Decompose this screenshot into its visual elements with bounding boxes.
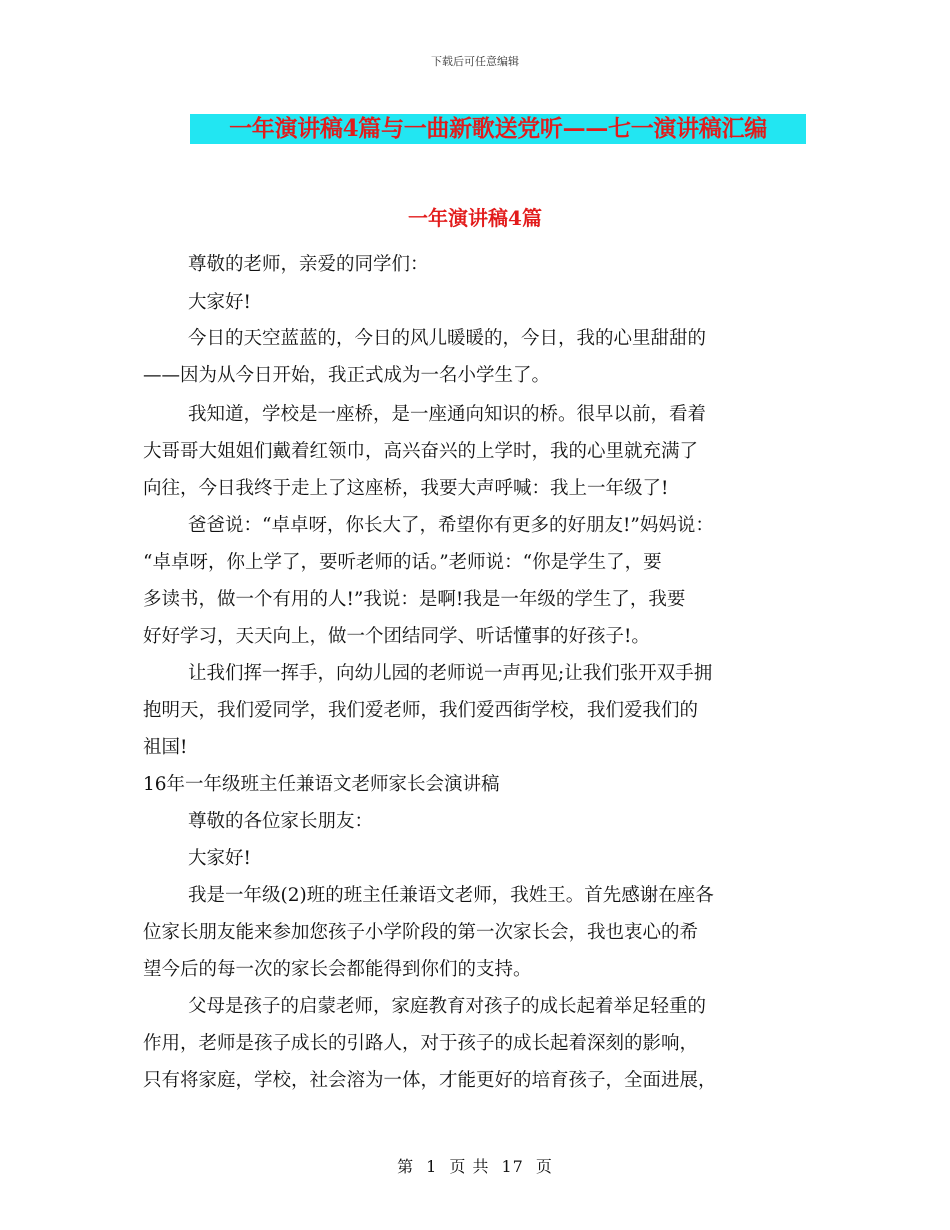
body-line: 位家长朋友能来参加您孩子小学阶段的第一次家长会，我也衷心的希 bbox=[143, 922, 699, 943]
section-title: 一年演讲稿4篇 bbox=[408, 206, 542, 230]
body-line: 望今后的每一次的家长会都能得到你们的支持。 bbox=[143, 959, 532, 980]
body-line: 抱明天，我们爱同学，我们爱老师，我们爱西街学校，我们爱我们的 bbox=[143, 700, 699, 721]
body-line: 尊敬的老师，亲爱的同学们： bbox=[188, 254, 429, 275]
page-footer bbox=[0, 1154, 950, 1177]
body-line: ——因为从今日开始，我正式成为一名小学生了。 bbox=[143, 365, 551, 386]
header-note: 下载后可任意编辑 bbox=[431, 55, 519, 68]
body-line: 大家好! bbox=[188, 848, 251, 869]
body-line: 作用，老师是孩子成长的引路人，对于孩子的成长起着深刻的影响， bbox=[143, 1033, 699, 1054]
document-title: 一年演讲稿4篇与一曲新歌送党听——七一演讲稿汇编 bbox=[190, 114, 806, 144]
body-line: 我是一年级(2)班的班主任兼语文老师，我姓王。首先感谢在座各 bbox=[188, 885, 714, 906]
footer-suffix: 页 bbox=[535, 1157, 553, 1176]
current-page-number: 1 bbox=[426, 1157, 438, 1176]
body-line: 向往，今日我终于走上了这座桥，我要大声呼喊：我上一年级了! bbox=[143, 478, 669, 499]
body-line: 大哥哥大姐姐们戴着红领巾，高兴奋兴的上学时，我的心里就充满了 bbox=[143, 441, 699, 462]
body-line: “卓卓呀，你上学了，要听老师的话。”老师说：“你是学生了，要 bbox=[143, 552, 662, 573]
body-line: 多读书，做一个有用的人!”我说：是啊!我是一年级的学生了，我要 bbox=[143, 589, 686, 610]
body-line: 只有将家庭，学校，社会溶为一体，才能更好的培育孩子，全面进展， bbox=[143, 1070, 717, 1091]
body-line: 祖国! bbox=[143, 737, 188, 758]
body-line: 我知道，学校是一座桥，是一座通向知识的桥。很早以前，看着 bbox=[188, 404, 707, 425]
footer-mid: 页 共 bbox=[449, 1157, 490, 1176]
body-line: 好好学习，天天向上，做一个团结同学、听话懂事的好孩子!。 bbox=[143, 626, 650, 647]
body-line: 16年一年级班主任兼语文老师家长会演讲稿 bbox=[143, 774, 500, 795]
body-line: 父母是孩子的启蒙老师，家庭教育对孩子的成长起着举足轻重的 bbox=[188, 996, 707, 1017]
body-line: 今日的天空蓝蓝的，今日的风儿暖暖的，今日，我的心里甜甜的 bbox=[188, 328, 707, 349]
body-line: 让我们挥一挥手，向幼儿园的老师说一声再见;让我们张开双手拥 bbox=[188, 663, 713, 684]
body-line: 尊敬的各位家长朋友： bbox=[188, 811, 374, 832]
body-line: 大家好! bbox=[188, 292, 251, 313]
footer-prefix: 第 bbox=[397, 1157, 415, 1176]
total-pages-number: 17 bbox=[501, 1157, 524, 1176]
body-line: 爸爸说：“卓卓呀，你长大了，希望你有更多的好朋友!”妈妈说： bbox=[188, 515, 714, 536]
